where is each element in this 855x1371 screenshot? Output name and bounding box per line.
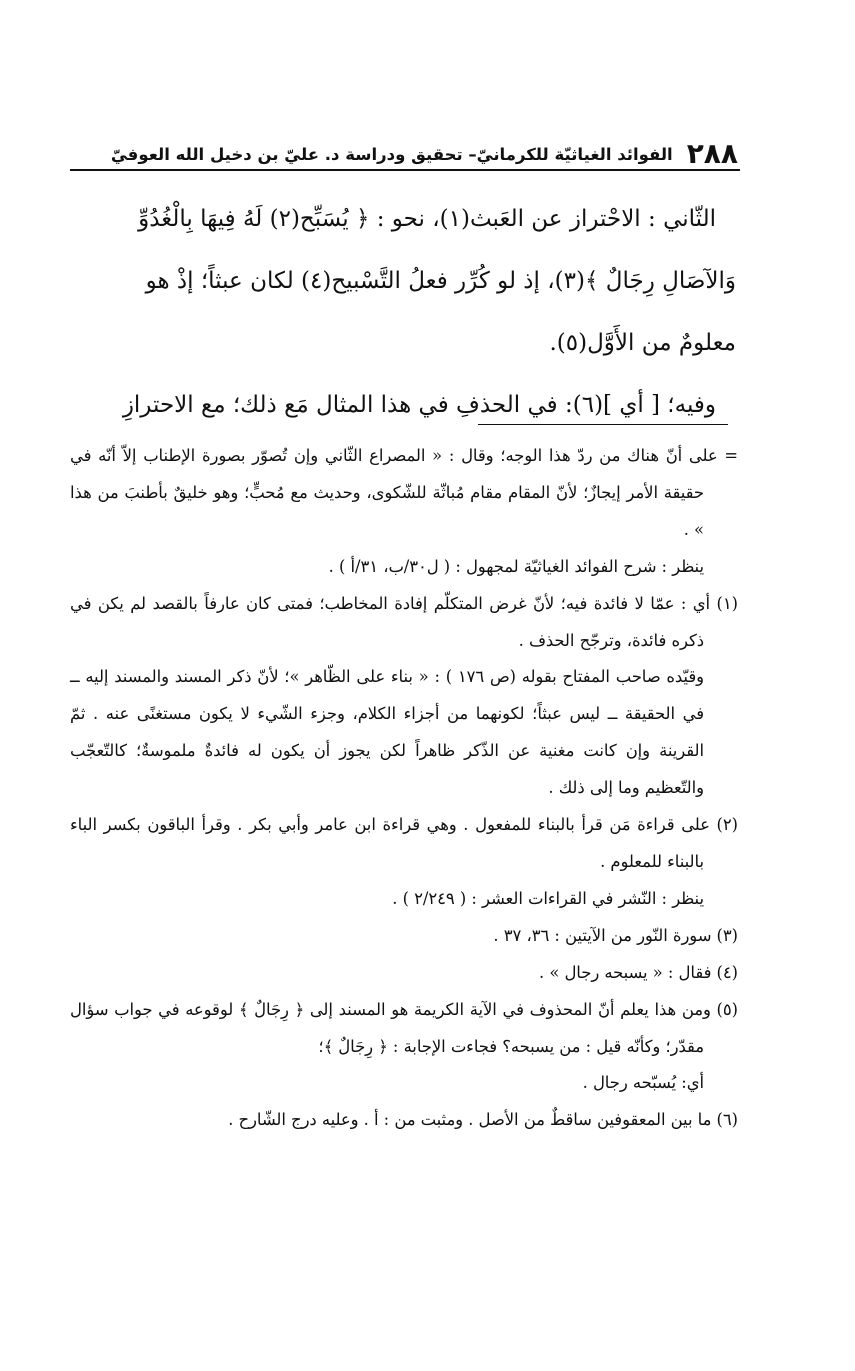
main-line-2: وَالآصَالِ رِجَالٌ ﴾(٣)، إذ لو كُرِّر فعلُ التَّسْبيح(٤) لكان عبثاً؛ إذْ هو: [145, 268, 736, 294]
main-line-3: معلومٌ من الأَوَّل(٥).: [549, 330, 736, 356]
header-divider: [70, 169, 740, 171]
footnote-divider: [478, 424, 728, 425]
footnote-5-continued: أي: يُسبّحه رجال .: [582, 1073, 704, 1093]
footnote-3: (٣) سورة النّور من الآيتين : ٣٦، ٣٧ .: [493, 925, 738, 945]
footnote-6: (٦) ما بين المعقوفين ساقطٌ من الأصل . ومثبت من : أ . وعليه درج الشّارح .: [228, 1110, 738, 1130]
footnote-reference: ينظر : شرح الفوائد الغياثيّة لمجهول : ( ل٣٠/ب، ٣١/أ ) .: [328, 556, 704, 576]
header-title: الفوائد الغياثيّة للكرمانيّ– تحقيق ودراسة د. عليّ بن دخيل الله العوفيّ: [110, 145, 673, 165]
main-line-1: الثّاني : الاحْتراز عن العَبث(١)، نحو : ﴿ يُسَبِّح(٢) لَهُ فِيهَا بِالْغُدُوِّ: [138, 206, 716, 232]
running-header: [72, 128, 738, 168]
footnote-2: (٢) على قراءة مَن قرأ بالبناء للمفعول . وهي قراءة ابن عامر وأبي بكر . وقرأ الباقون بكسر الباء بالبناء للمعلوم .: [70, 815, 738, 871]
footnote-2-reference: ينظر : النّشر في القراءات العشر : ( ٢/٢٤٩ ) .: [392, 888, 704, 908]
footnote-1: (١) أي : عمّا لا فائدة فيه؛ لأنّ غرض المتكلّم إفادة المخاطب؛ فمتى كان عارفاً بالقصد لم يكن في ذكره فائدة، وترجّح الحذف .: [70, 593, 738, 650]
footnote-continuation: = على أنّ هناك من ردّ هذا الوجه؛ وقال : « المصراع الثّاني وإن تُصوّر بصورة الإطناب إلاّ أنّه في حقيقة الأمر إيجازٌ؛ لأنّ المقام مقام مُباثّة للشّكوى، وحديث مع مُحبٍّ؛ وهو خليقٌ بأطنبَ من هذا » .: [70, 446, 738, 539]
footnote-4: (٤) فقال : « يسبحه رجال » .: [538, 962, 738, 982]
main-text: [70, 188, 736, 436]
main-line-4: وفيه؛ [ أي ](٦): في الحذفِ في هذا المثال مَع ذلك؛ مع الاحترازِ: [122, 392, 716, 418]
footnote-5: (٥) ومن هذا يعلم أنّ المحذوف في الآية الكريمة هو المسند إلى ﴿ رِجَالٌ ﴾ لوقوعه في جواب سؤال مقدّر؛ وكأنّه قيل : من يسبحه؟ فجاءت الإجابة : ﴿ رِجَالٌ ﴾؛: [70, 999, 738, 1056]
page-number: ٢٨٨: [686, 137, 738, 170]
footnotes: [70, 438, 738, 1139]
footnote-1-continued: وقيّده صاحب المفتاح بقوله (ص ١٧٦ ) : « بناء على الظّاهر »؛ لأنّ ذكر المسند والمسند إليه ــ في الحقيقة ــ ليس عبثاً؛ لكونهما من أجزاء الكلام، وجزء الشّيء لا يكون مستغنًى عنه . ثمّ القرينة وإن كانت مغنية عن الذّكر ظاهراً لكن يجوز أن يكون له فائدةٌ ملموسةٌ؛ كالتّعجّب والتّعظيم وما إلى ذلك .: [70, 667, 704, 798]
